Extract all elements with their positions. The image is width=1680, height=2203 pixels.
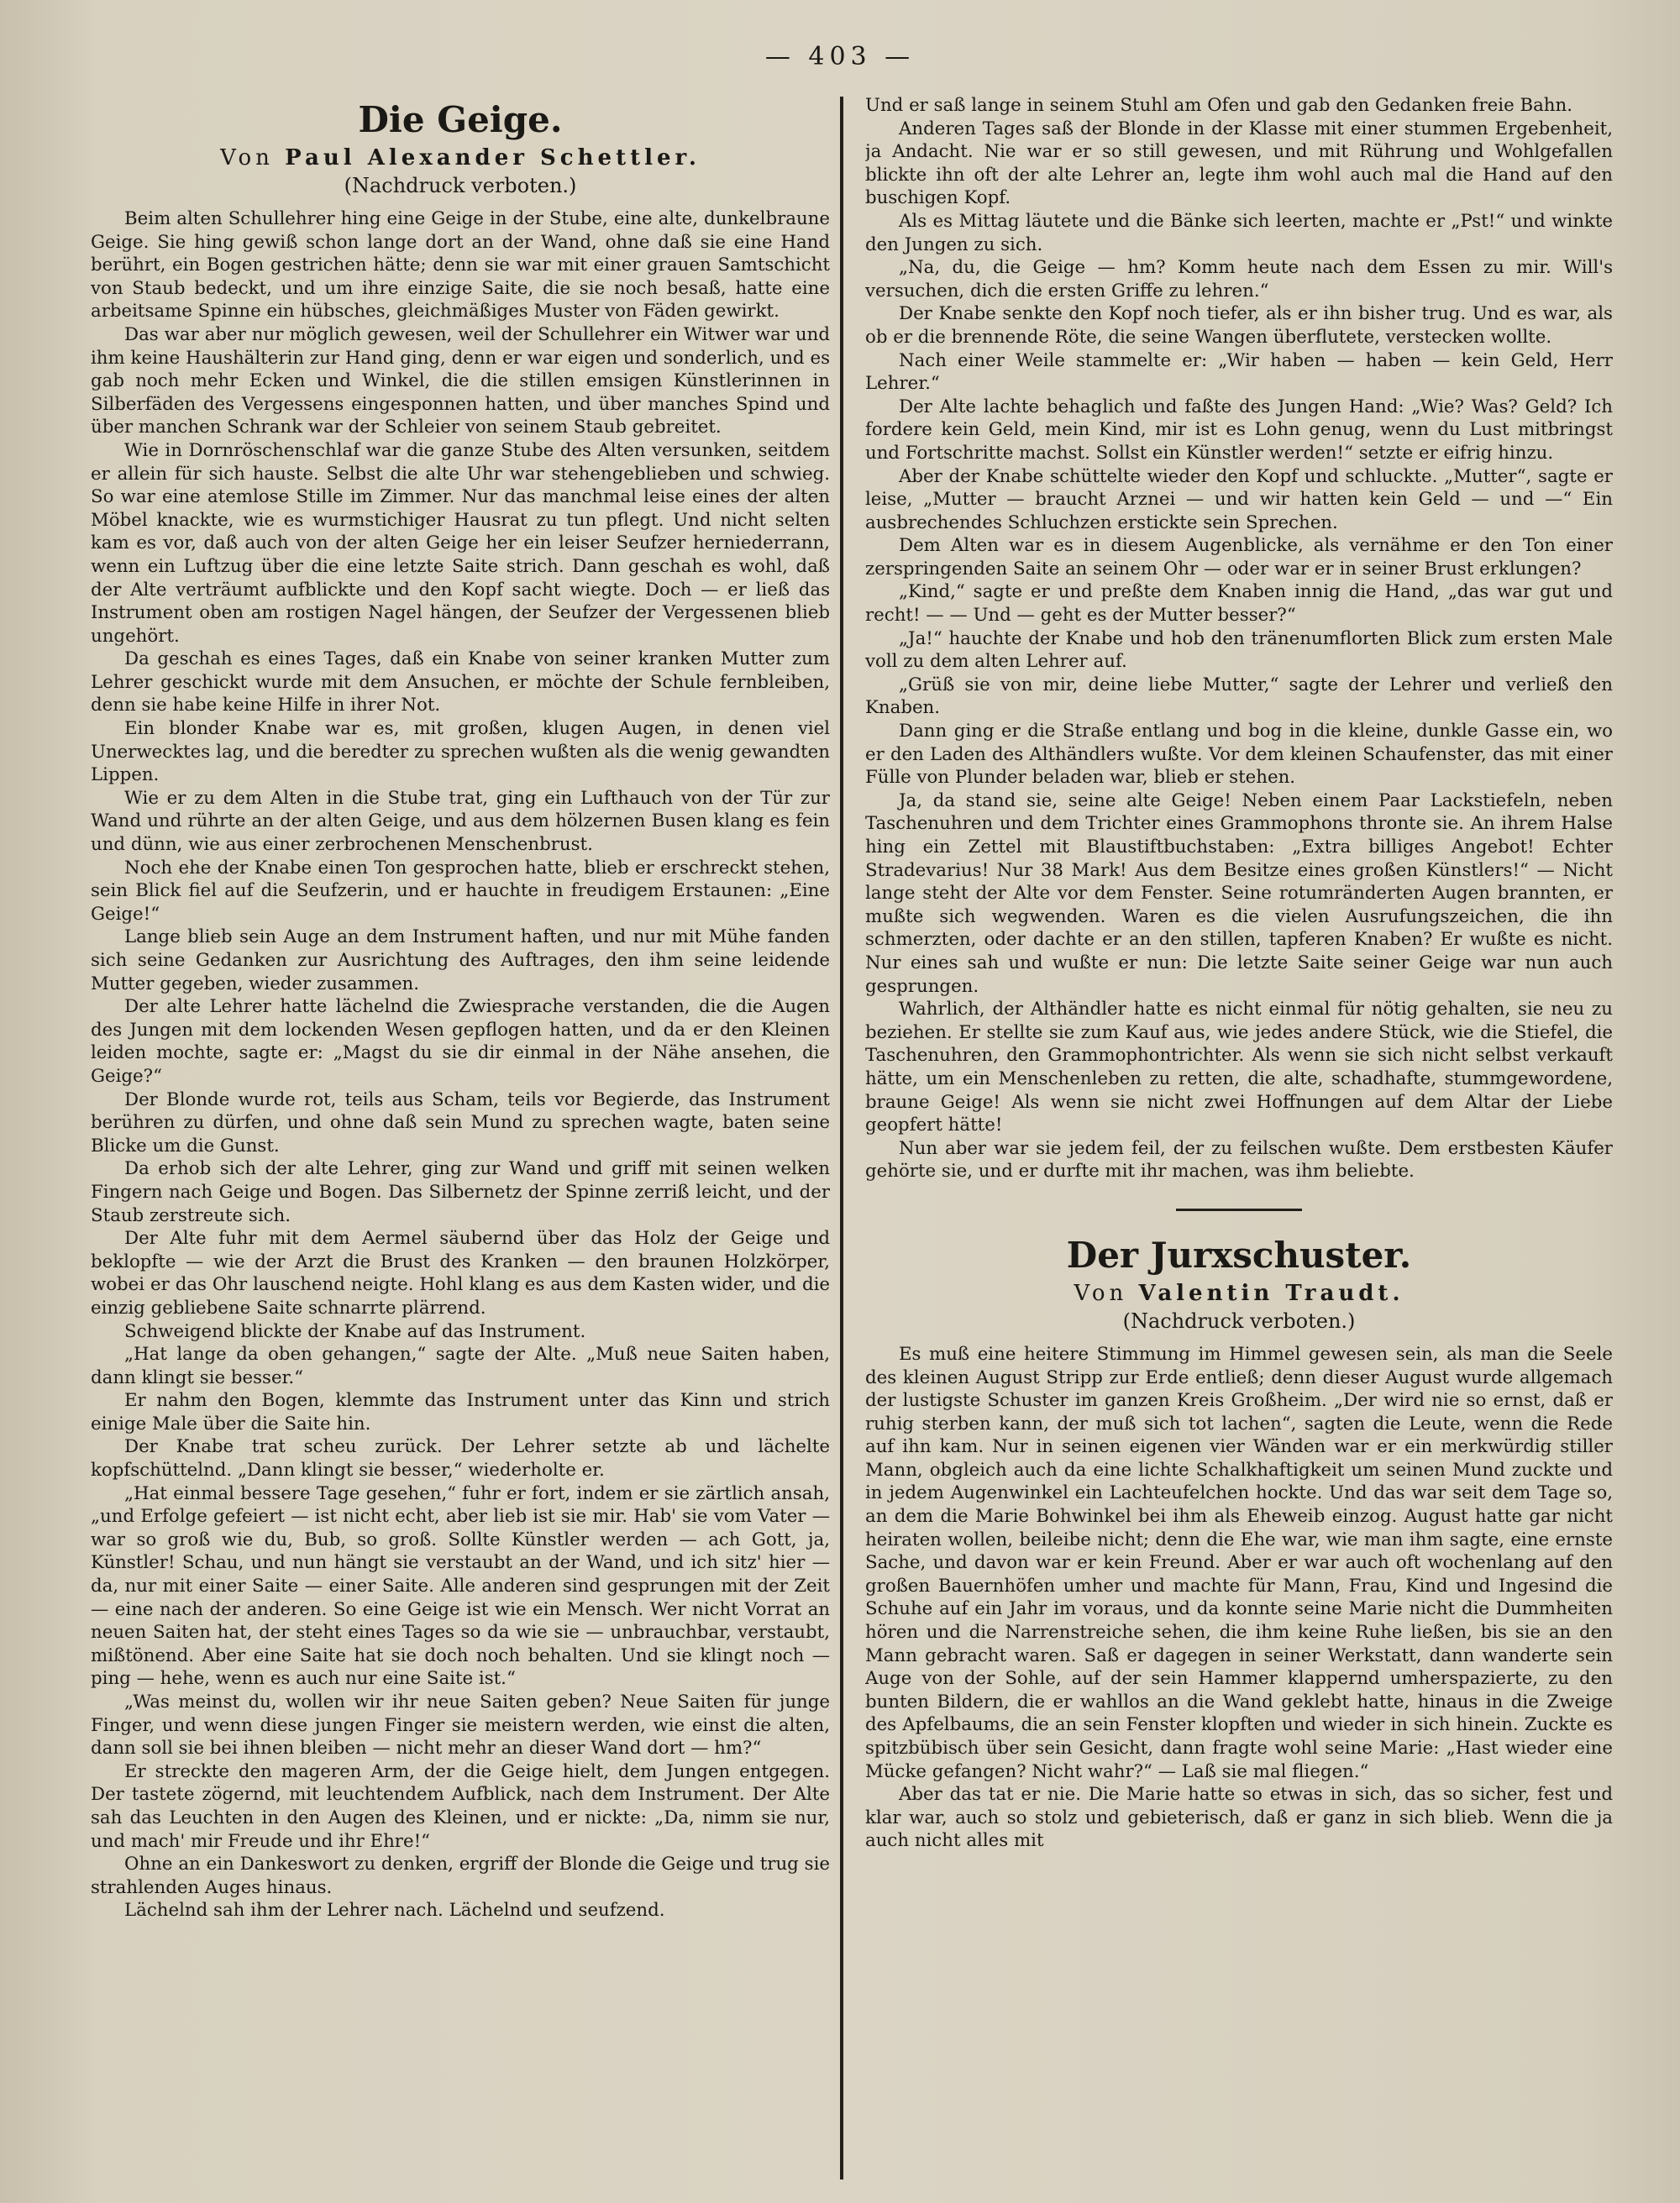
paragraph: Lächelnd sah ihm der Lehrer nach. Lächelnd und seufzend. [124,1900,665,1922]
paragraph: Dem Alten war es in diesem Augenblicke, als vernähme er den Ton einer zerspringenden Saite an seinem Ohr — oder war er in seiner Brust erklungen? [865,535,1613,580]
left-column [91,94,830,2177]
story-body-geige [91,207,830,1922]
paragraph: „Was meinst du, wollen wir ihr neue Saiten geben? Neue Saiten für junge Finger, und wenn diese jungen Finger sie meistern werden, wie einst die alten, dann soll sie bei ihnen bleiben — nicht mehr an dieser Wand dort — hm?“ [91,1692,830,1760]
paragraph: Aber das tat er nie. Die Marie hatte so etwas in sich, das so sicher, fest und klar war, auch so stolz und gebieterisch, daß er ganz in sich blieb. Wenn die ja auch nicht alles mit [865,1784,1613,1852]
column-divider [840,97,843,2179]
byline-prefix: Von [220,145,274,170]
paragraph: Nun aber war sie jedem feil, der zu feilschen wußte. Dem erstbesten Käufer gehörte sie, und er durfte mit ihr machen, was ihm beliebte. [865,1137,1613,1183]
paragraph: Und er saß lange in seinem Stuhl am Ofen und gab den Gedanken freie Bahn. [865,95,1572,116]
paragraph: Er streckte den mageren Arm, der die Geige hielt, dem Jungen entgegen. Der tastete zögernd, mit leuchtendem Aufblick, nach dem Instrument. Der Alte sah das Leuchten in den Augen des Kleinen, und er nickte: „Da, nimm sie nur, und mach' mir Freude und ihr Ehre!“ [91,1760,830,1852]
paragraph: „Na, du, die Geige — hm? Komm heute nach dem Essen zu mir. Will's versuchen, dich die ersten Griffe zu lehren.“ [865,257,1613,302]
paragraph: Der Alte lachte behaglich und faßte des Jungen Hand: „Wie? Was? Geld? Ich fordere kein Geld, mein Kind, mir ist es Lohn genug, wenn du Lust mitbringst und Fortschritte machst. Sollst ein Künstler werden!“ setzte er eifrig hinzu. [865,396,1613,464]
paragraph: Aber der Knabe schüttelte wieder den Kopf und schluckte. „Mutter“, sagte er leise, „Mutter — braucht Arznei — und wir hatten kein Geld — und —“ Ein ausbrechendes Schluchzen erstickte sein Sprechen. [865,465,1613,533]
right-column [865,94,1613,2177]
paragraph: „Hat einmal bessere Tage gesehen,“ fuhr er fort, indem er sie zärtlich ansah, „und Erfolge gefeiert — ist nicht echt, aber lieb ist sie mir. Hab' sie vom Vater — war so groß wie du, Bub, so groß. Sollte Künstler werden — ach Gott, ja, Künstler! Schau, und nun hängt sie verstaubt an der Wand, und ich sitz' hier — da, nur mit einer Saite — einer Saite. Alle anderen sind gesprungen mit der Zeit — eine nach der anderen. So eine Geige ist wie ein Mensch. Wer nicht Vorrat an neuen Saiten hat, der steht eines Tages so da wie sie — unbrauchbar, verstaubt, mißtönend. Aber eine Saite hat sie doch noch behalten. Und sie klingt noch — ping — hehe, wenn es auch nur eine Saite ist.“ [91,1482,830,1690]
paragraph: Da erhob sich der alte Lehrer, ging zur Wand und griff mit seinen welken Fingern nach Geige und Bogen. Das Silbernetz der Spinne zerriß leicht, und der Staub zerstreute sich. [91,1158,830,1226]
paragraph: „Kind,“ sagte er und preßte dem Knaben innig die Hand, „das war gut und recht! — — Und — geht es der Mutter besser?“ [865,581,1613,627]
paragraph: Beim alten Schullehrer hing eine Geige in der Stube, eine alte, dunkelbraune Geige. Sie hing gewiß schon lange dort an der Wand, ohne daß sie eine Hand berührt, ein Bogen gestrichen hätte; denn sie war mit einer grauen Samtschicht von Staub bedeckt, und um ihre einzige Saite, die sie noch besaß, hatte eine arbeitsame Spinne ein hübsches, gleichmäßiges Muster von Fäden gewirkt. [91,208,830,323]
reprint-note: (Nachdruck verboten.) [344,174,577,197]
paragraph: Ein blonder Knabe war es, mit großen, klugen Augen, in denen viel Unerwecktes lag, und die beredter zu sprechen wußten als die wenig gewandten Lippen. [91,718,830,786]
paragraph: Dann ging er die Straße entlang und bog in die kleine, dunkle Gasse ein, wo er den Laden des Althändlers wußte. Vor dem kleinen Schaufenster, das mit einer Fülle von Plunder beladen war, blieb er stehen. [865,721,1613,789]
paragraph: „Grüß sie von mir, deine liebe Mutter,“ sagte der Lehrer und verließ den Knaben. [865,674,1613,719]
paragraph: Wie er zu dem Alten in die Stube trat, ging ein Lufthauch von der Tür zur Wand und rührte an der alten Geige, und aus dem hölzernen Busen klang es fein und dünn, wie aus einer zerbrochenen Menschenbrust. [91,787,830,856]
paragraph: Der Knabe trat scheu zurück. Der Lehrer setzte ab und lächelte kopfschüttelnd. „Dann klingt sie besser,“ wiederholte er. [91,1436,830,1482]
paragraph: Der alte Lehrer hatte lächelnd die Zwiesprache verstanden, die die Augen des Jungen mit dem lockenden Wesen gepflogen hatten, und da er den Kleinen leiden mochte, sagte er: „Magst du sie dir einmal in der Nähe ansehen, die Geige?“ [91,996,830,1087]
paragraph: Anderen Tages saß der Blonde in der Klasse mit einer stummen Ergebenheit, ja Andacht. Nie war er so still gewesen, und mit Rührung und Wohlgefallen blickte ihn oft der alte Lehrer an, legte ihm wohl auch mal die Hand auf den buschigen Kopf. [865,118,1613,209]
byline-traudt [865,1281,1613,1306]
paragraph: Als es Mittag läutete und die Bänke sich leerten, machte er „Pst!“ und winkte den Jungen zu sich. [865,210,1613,255]
paragraph: Ja, da stand sie, seine alte Geige! Neben einem Paar Lackstiefeln, neben Taschenuhren und dem Trichter eines Grammophons thronte sie. An ihrem Halse hing ein Zettel mit Blaustiftbuchstaben: „Extra billiges Angebot! Echter Stradevarius! Nur 38 Mark! Aus dem Besitze eines großen Künstlers!“ — Nicht lange steht der Alte vor dem Fenster. Seine rotumränderten Augen brannten, er mußte sich wegwenden. Waren es die vielen Ausrufungszeichen, die ihn schmerzten, oder dachte er an den stillen, tapferen Knaben? Er wußte es nicht. Nur eines sah und wußte er nun: Die letzte Saite seiner Geige war nun auch gesprungen. [865,789,1613,997]
paragraph: Das war aber nur möglich gewesen, weil der Schullehrer ein Witwer war und ihm keine Haushälterin zur Hand ging, denn er war eigen und sonderlich, und es gab noch mehr Ecken und Winkel, die die stillen emsigen Künstlerinnen in Silberfäden des Vergessens eingesponnen hatten, und über manches Spind und über manchen Schrank war der Schleier von seinem Staub gebreitet. [91,323,830,438]
story-title-geige: Die Geige. [358,99,563,140]
paragraph: „Hat lange da oben gehangen,“ sagte der Alte. „Muß neue Saiten haben, dann klingt sie besser.“ [91,1344,830,1388]
paragraph: Der Alte fuhr mit dem Aermel säubernd über das Holz der Geige und beklopfte — wie der Arzt die Brust des Kranken — den braunen Holzkörper, wobei er das Ohr lauschend neigte. Hohl klang es aus dem Kasten wider, und die einzig gebliebene Saite schnarrte plärrend. [91,1228,830,1319]
reprint-note: (Nachdruck verboten.) [1122,1309,1356,1333]
byline-prefix: Von [1074,1280,1128,1306]
paragraph: Der Blonde wurde rot, teils aus Scham, teils vor Begierde, das Instrument berühren zu dürfen, und ohne daß sein Mund zu sprechen wagte, baten seine Blicke um die Gunst. [91,1088,830,1157]
story-body-schuster [865,1343,1613,1853]
paragraph: „Ja!“ hauchte der Knabe und hob den tränenumflorten Blick zum ersten Male voll zu dem alten Lehrer auf. [865,627,1613,673]
paragraph: Da geschah es eines Tages, daß ein Knabe von seiner kranken Mutter zum Lehrer geschickt wurde mit dem Ansuchen, er möchte der Schule fernbleiben, denn sie habe keine Hilfe in ihrer Not. [91,648,830,716]
paragraph: Wahrlich, der Althändler hatte es nicht einmal für nötig gehalten, sie neu zu beziehen. Er stellte sie zum Kauf aus, wie jedes andere Stück, wie die Stiefel, die Taschenuhren, den Grammophontrichter. Als wenn sie sich nicht selbst verkauft hätte, um ein Menschenleben zu retten, die alte, schadhafte, stummgewordene, braune Geige! Als wenn sie nicht zwei Hoffnungen auf dem Altar der Liebe geopfert hätte! [865,999,1613,1136]
paragraph: Er nahm den Bogen, klemmte das Instrument unter das Kinn und strich einige Male über die Saite hin. [91,1390,830,1435]
paragraph: Noch ehe der Knabe einen Ton gesprochen hatte, blieb er erschreckt stehen, sein Blick fiel auf die Seufzerin, und er hauchte in freudigem Erstaunen: „Eine Geige!“ [91,857,830,925]
author-name: Valentin Traudt. [1138,1280,1404,1306]
story-separator [1176,1209,1302,1211]
paragraph: Lange blieb sein Auge an dem Instrument haften, und nur mit Mühe fanden sich seine Gedanken zur Ausrichtung des Auftrages, den ihm seine leidende Mutter gegeben, wieder zusammen. [91,926,830,994]
byline-schettler [91,145,830,170]
page-number: — 403 — [764,42,916,71]
paragraph: Wie in Dornröschenschlaf war die ganze Stube des Alten versunken, seitdem er allein für sich hauste. Selbst die alte Uhr war stehengeblieben und schwieg. So war eine atemlose Stille im Zimmer. Nur das manchmal leise eines der alten Möbel knackte, wie es wurmstichiger Hausrat zu tun pflegt. Und nicht selten kam es vor, daß auch von der alten Geige her ein leiser Seufzer herniederrann, wenn ein Luftzug über die eine letzte Saite strich. Dann geschah es wohl, daß der Alte verträumt aufblickte und den Kopf sacht wiegte. Doch — er ließ das Instrument oben am rostigen Nagel hängen, der Seufzer der Vergessenen blieb ungehört. [91,439,830,647]
paragraph: Ohne an ein Dankeswort zu denken, ergriff der Blonde die Geige und trug sie strahlenden Auges hinaus. [91,1854,830,1898]
paragraph: Nach einer Weile stammelte er: „Wir haben — haben — kein Geld, Herr Lehrer.“ [865,349,1613,395]
paragraph: Der Knabe senkte den Kopf noch tiefer, als er ihn bisher trug. Und es war, als ob er die brennende Röte, die seine Wangen überflutete, verstecken wollte. [865,303,1613,348]
story-body-geige-continued [865,94,1613,1183]
paragraph: Es muß eine heitere Stimmung im Himmel gewesen sein, als man die Seele des kleinen August Stripp zur Erde entließ; denn dieser August wurde allgemach der lustigste Schuster im ganzen Kreis Großheim. „Der wird nie so ernst, daß er ruhig sterben kann, der muß sich tot lachen“, sagten die Leute, wenn die Rede auf ihn kam. Nur in seinen eigenen vier Wänden war er ein merkwürdig stiller Mann, obgleich auch da eine lichte Schalkhaftigkeit um seinen Mund zuckte und in jedem Augenwinkel ein Lachteufelchen hockte. Und das war seit dem Tage so, an dem die Marie Bohwinkel bei ihm als Eheweib einzog. August hatte gar nicht heiraten wollen, beileibe nicht; denn die Ehe war, wie man ihm sagte, eine ernste Sache, und davon war er kein Freund. Aber er war auch oft wochenlang auf den großen Bauernhöfen umher und machte für Mann, Frau, Kind und Ingesind die Schuhe auf ein Jahr im voraus, und da konnte seine Marie nicht die Dummheiten hören und die Narrenstreiche sehen, die ihm keine Ruhe ließen, bis sie an den Mann gebracht waren. Saß er dagegen in seiner Werkstatt, dann wanderte sein Auge von der Sohle, auf der sein Hammer klappernd umherspazierte, zu den bunten Bildern, die er wahllos an die Wand geklebt hatte, hinaus in die Zweige des Apfelbaums, die an sein Fenster klopften und wieder in sich hinein. Zuckte es spitzbübisch über sein Gesicht, dann fragte wohl seine Marie: „Hast wieder eine Mücke gefangen? Nicht wahr?“ — Laß sie mal fliegen.“ [865,1343,1613,1782]
paragraph: Schweigend blickte der Knabe auf das Instrument. [124,1320,586,1342]
story-title-schuster: Der Jurxschuster. [1066,1234,1412,1276]
author-name: Paul Alexander Schettler. [285,145,701,170]
